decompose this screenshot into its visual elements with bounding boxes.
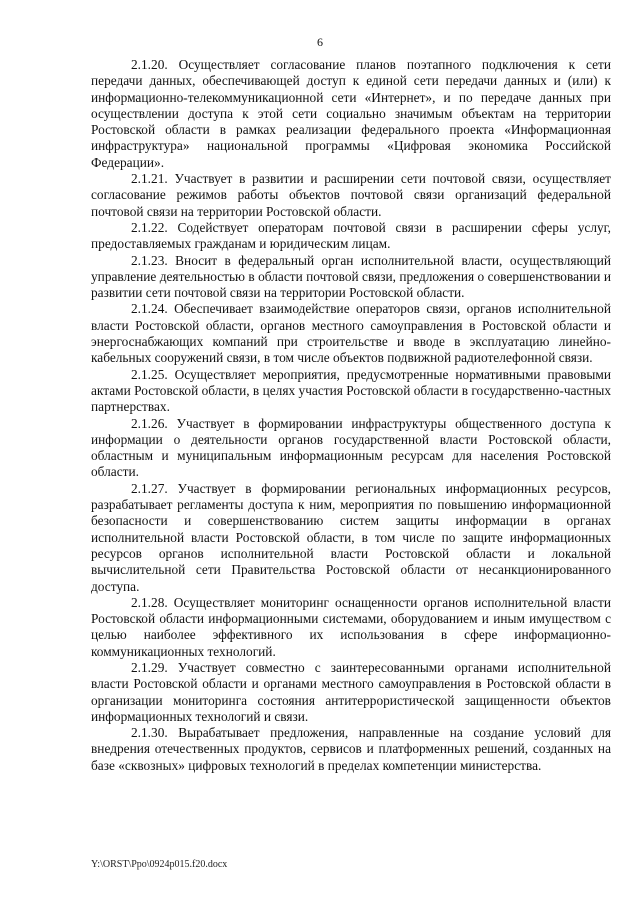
paragraph-2-1-22: 2.1.22. Содействует операторам почтовой связи в расширении сферы услуг, предоставляемых гражданам и юридическим лицам. xyxy=(91,219,611,252)
paragraph-2-1-29: 2.1.29. Участвует совместно с заинтересованными органами исполнительной власти Ростовской области и органами местного самоуправления в Ростовской области в организации мониторинга состояния антитеррористической защищенности объектов информационных технологий и связи. xyxy=(91,659,611,724)
paragraph-2-1-25: 2.1.25. Осуществляет мероприятия, предусмотренные нормативными правовыми актами Ростовской области, в целях участия Ростовской области в государственно-частных партнерствах. xyxy=(91,366,611,415)
paragraph-2-1-24: 2.1.24. Обеспечивает взаимодействие операторов связи, органов исполнительной власти Ростовской области, органов местного самоуправления в Ростовской области и энергоснабжающих компаний при строительстве и вводе в эксплуатацию линейно-кабельных сооружений связи, в том числе объектов подвижной радиотелефонной связи. xyxy=(91,301,611,366)
document-body xyxy=(91,57,611,774)
paragraph-2-1-26: 2.1.26. Участвует в формировании инфраструктуры общественного доступа к информации о деятельности органов государственной власти Ростовской области, областным и муниципальным информационным ресурсам для населения Ростовской области. xyxy=(91,415,611,480)
paragraph-2-1-28: 2.1.28. Осуществляет мониторинг оснащенности органов исполнительной власти Ростовской области информационными системами, оборудованием и иным имуществом с целью наиболее эффективного их использования в сфере информационно-коммуникационных технологий. xyxy=(91,594,611,659)
paragraph-2-1-27: 2.1.27. Участвует в формировании региональных информационных ресурсов, разрабатывает регламенты доступа к ним, мероприятия по повышению информационной безопасности и совершенствованию систем защиты информации в органах исполнительной власти Ростовской области, в том числе по защите информационных ресурсов органов исполнительной власти Ростовской области и локальной вычислительной сети Правительства Ростовской области от несанкционированного доступа. xyxy=(91,480,611,594)
paragraph-2-1-20: 2.1.20. Осуществляет согласование планов поэтапного подключения к сети передачи данных, обеспечивающей доступ к единой сети передачи данных и (или) к информационно-телекоммуникационной сети «Интернет», и по передаче данных при осуществлении доступа к этой сети социально значимым объектам на территории Ростовской области в рамках реализации федерального проекта «Информационная инфраструктура» национальной программы «Цифровая экономика Российской Федерации». xyxy=(91,57,611,170)
page-number: 6 xyxy=(317,35,323,49)
paragraph-2-1-23: 2.1.23. Вносит в федеральный орган исполнительной власти, осуществляющий управление деятельностью в области почтовой связи, предложения о совершенствовании и развитии сети почтовой связи на территории Ростовской области. xyxy=(91,252,611,301)
paragraph-2-1-21: 2.1.21. Участвует в развитии и расширении сети почтовой связи, осуществляет согласование режимов работы объектов почтовой связи организаций федеральной почтовой связи на территории Ростовской области. xyxy=(91,171,611,219)
footer-file-path: Y:\ORST\Ppo\0924p015.f20.docx xyxy=(91,859,228,870)
paragraph-2-1-30: 2.1.30. Вырабатывает предложения, направленные на создание условий для внедрения отечественных продуктов, сервисов и платформенных решений, созданных на базе «сквозных» цифровых технологий в пределах компетенции министерства. xyxy=(91,725,611,773)
